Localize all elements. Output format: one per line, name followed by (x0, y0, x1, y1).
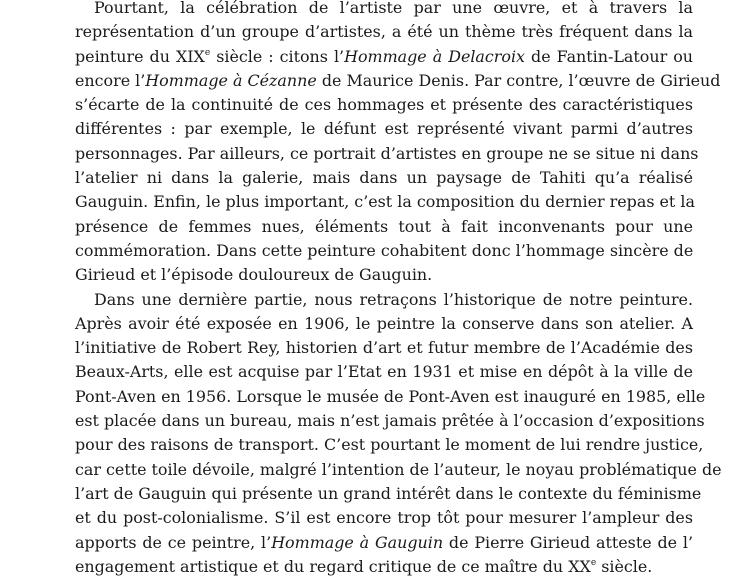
text-run: de Fantin-Latour ou (525, 46, 693, 66)
text-line (75, 336, 693, 360)
text-run: apports de ce peintre, l’ (75, 532, 272, 552)
text-line (75, 482, 702, 506)
text-line (75, 288, 693, 312)
text-run: Pont-Aven en 1956. Lorsque le musée de Pont-Aven est inauguré en 1985, elle (75, 386, 706, 406)
text-run: l’initiative de Robert Rey, historien d’art et futur membre de l’Académie des (75, 338, 693, 358)
text-run: pour des raisons de transport. C’est pourtant le moment de lui rendre justice, (75, 435, 704, 455)
text-run: car cette toile dévoile, malgré l’intention de l’auteur, le noyau problématique de (75, 459, 722, 479)
text-line (75, 360, 693, 384)
text-line (75, 69, 721, 93)
text-run: l’art de Gauguin qui présente un grand intérêt dans le contexte du féminisme (75, 483, 702, 503)
text-line (75, 215, 693, 239)
superscript: e (204, 47, 211, 58)
text-line (75, 166, 693, 190)
superscript: e (590, 557, 597, 568)
text-run: encore l’ (75, 70, 146, 90)
text-run: et du post-colonialisme. S’il est encore trop tôt pour mesurer l’ampleur des (75, 508, 693, 528)
text-line (75, 506, 693, 530)
paragraph (75, 288, 722, 579)
text-run: siècle : citons l’ (210, 46, 345, 66)
text-line (75, 555, 693, 579)
text-line (75, 190, 693, 214)
text-run: Gauguin. Enfin, le plus important, c’est la composition du dernier repas et la (75, 192, 695, 212)
text-run: représentation d’un groupe d’artistes, a été un thème très fréquent dans la (75, 22, 693, 42)
text-run: de Pierre Girieud atteste de l’ (443, 532, 693, 552)
paragraph (75, 0, 721, 288)
body-text (75, 0, 722, 579)
text-line (75, 93, 693, 117)
text-run: différentes : par exemple, le défunt est représenté vivant parmi d’autres (75, 119, 693, 139)
text-line (75, 458, 722, 482)
text-run: de Maurice Denis. Par contre, l’œuvre de Girieud (316, 70, 721, 90)
text-line (75, 45, 693, 69)
text-run: Pourtant, la célébration de l’artiste par une œuvre, et à travers la (94, 0, 693, 17)
text-run: l’atelier ni dans la galerie, mais dans un paysage de Tahiti qu’a réalisé (75, 168, 693, 188)
text-run: siècle. (596, 556, 653, 576)
text-line (75, 433, 704, 457)
text-run: présence de femmes nues, éléments tout à fait inconvenants pour une (75, 216, 693, 236)
text-line (75, 20, 693, 44)
text-run: peinture du XIX (75, 46, 205, 66)
text-line (75, 239, 693, 263)
text-line (75, 263, 693, 287)
text-run: Dans une dernière partie, nous retraçons l’historique de notre peinture. (94, 289, 693, 309)
text-run: Après avoir été exposée en 1906, le peintre la conserve dans son atelier. A (75, 313, 693, 333)
text-line (75, 531, 693, 555)
text-line (75, 312, 693, 336)
text-run: personnages. Par ailleurs, ce portrait d’artistes en groupe ne se situe ni dans (75, 143, 699, 163)
text-run: est placée dans un bureau, mais n’est jamais prêtée à l’occasion d’expositions (75, 411, 705, 431)
text-line (75, 0, 693, 20)
text-line (75, 117, 693, 141)
text-line (75, 142, 699, 166)
text-run: commémoration. Dans cette peinture cohabitent donc l’hommage sincère de (75, 240, 694, 260)
artwork-title: Hommage à Cézanne (145, 70, 317, 90)
text-run: engagement artistique et du regard critique de ce maître du XX (75, 556, 591, 576)
artwork-title: Hommage à Gauguin (271, 532, 444, 552)
text-run: Beaux-Arts, elle est acquise par l’Etat en 1931 et mise en dépôt à la ville de (75, 362, 693, 382)
text-line (75, 385, 706, 409)
artwork-title: Hommage à Delacroix (344, 46, 526, 66)
text-run: s’écarte de la continuité de ces hommages et présente des caractéristiques (75, 95, 693, 115)
text-line (75, 409, 705, 433)
text-run: Girieud et l’épisode douloureux de Gauguin. (75, 265, 433, 285)
